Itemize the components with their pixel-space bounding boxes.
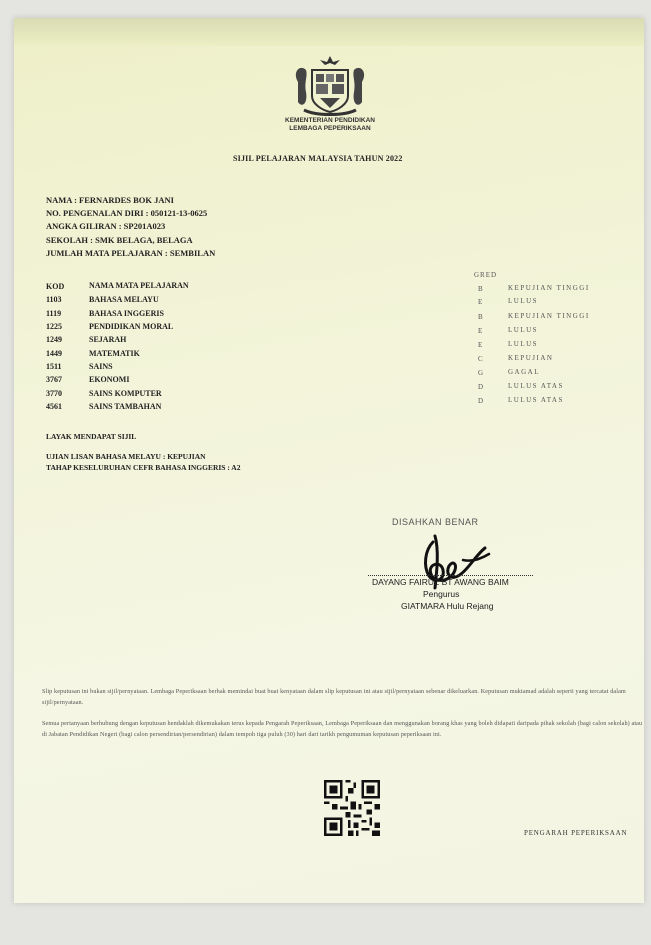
table-row-grade: B [478, 285, 484, 293]
col-header-subject: NAMA MATA PELAJARAN [89, 281, 189, 290]
board-name: LEMBAGA PEPERIKSAAN [289, 125, 371, 132]
col-header-code: KOD [46, 282, 65, 291]
table-row-subject: SAINS [89, 362, 113, 371]
inquiry-paragraph: Semua pertanyaan berhubung dengan keputusan hendaklah dikemukakan terus kepada Pengarah Peperiksaan, Lembaga Peperiksaan dan menggunakan borang khas yang boleh didapati daripada pihak sekolah (bagi calon sekolah) atau di Jabatan Pendidikan Negeri (bagi calon persendirian/persendirian) dalam tempoh tiga puluh (30) hari dari tarikh pengumuman keputusan peperiksaan ini. [42, 720, 643, 738]
coat-of-arms-icon [290, 52, 370, 118]
table-row-code: 3767 [46, 375, 62, 384]
table-row-code: 1225 [46, 322, 62, 331]
cefr-level: TAHAP KESELURUHAN CEFR BAHASA INGGERIS : A2 [46, 463, 241, 472]
table-row-grade: D [478, 397, 485, 405]
signatory-role: Pengurus [423, 589, 460, 599]
candidate-school: SEKOLAH : SMK BELAGA, BELAGA [46, 235, 193, 245]
table-row-code: 4561 [46, 402, 62, 411]
certificate-title: SIJIL PELAJARAN MALAYSIA TAHUN 2022 [233, 154, 403, 163]
table-row-grade-desc: KEPUJIAN TINGGI [508, 312, 590, 320]
table-row-subject: SEJARAH [89, 335, 127, 344]
oral-test-result: UJIAN LISAN BAHASA MELAYU : KEPUJIAN [46, 452, 206, 461]
table-row-grade-desc: KEPUJIAN TINGGI [508, 284, 590, 292]
candidate-name: NAMA : FERNARDES BOK JANI [46, 195, 174, 205]
ministry-heading [250, 117, 410, 133]
table-row-grade-desc: LULUS [508, 297, 539, 305]
examination-director-label: PENGARAH PEPERIKSAAN [524, 829, 628, 837]
table-row-grade-desc: KEPUJIAN [508, 354, 554, 362]
table-row-code: 1249 [46, 335, 62, 344]
table-row-subject: SAINS KOMPUTER [89, 389, 162, 398]
table-row-grade: E [478, 298, 484, 306]
table-row-grade: D [478, 383, 485, 391]
table-row-code: 1449 [46, 349, 62, 358]
qr-code-icon [324, 780, 380, 836]
candidate-index: ANGKA GILIRAN : SP201A023 [46, 221, 166, 231]
table-row-grade-desc: LULUS ATAS [508, 382, 564, 390]
table-row-grade: C [478, 355, 484, 363]
ministry-name: KEMENTERIAN PENDIDIKAN [285, 117, 375, 124]
table-row-grade: G [478, 369, 485, 377]
table-row-grade: B [478, 313, 484, 321]
table-row-code: 1119 [46, 309, 62, 318]
signature-line [368, 575, 533, 576]
table-row-subject: PENDIDIKAN MORAL [89, 322, 174, 331]
table-row-subject: BAHASA MELAYU [89, 295, 159, 304]
table-row-code: 1511 [46, 362, 62, 371]
table-row-code: 1103 [46, 295, 62, 304]
table-row-subject: MATEMATIK [89, 349, 140, 358]
paper-top-band [14, 18, 644, 46]
table-row-grade: E [478, 327, 484, 335]
table-row-grade-desc: LULUS [508, 340, 539, 348]
col-header-grade: GRED [474, 271, 498, 279]
table-row-subject: BAHASA INGGERIS [89, 309, 164, 318]
table-row-grade-desc: LULUS ATAS [508, 396, 564, 404]
table-row-grade-desc: GAGAL [508, 368, 540, 376]
signatory-name: DAYANG FAIRUZ BT AWANG BAIM [372, 577, 509, 587]
eligibility-note: LAYAK MENDAPAT SIJIL [46, 432, 137, 441]
subject-count: JUMLAH MATA PELAJARAN : SEMBILAN [46, 248, 216, 258]
table-row-subject: SAINS TAMBAHAN [89, 402, 162, 411]
certified-stamp: DISAHKAN BENAR [392, 517, 479, 527]
table-row-subject: EKONOMI [89, 375, 130, 384]
disclaimer-paragraph: Slip keputusan ini bukan sijil/pernyataan. Lembaga Peperiksaan berhak memindai buat buat kenyataan dalam slip keputusan ini atau sijil/pernyataan sebenar dikeluarkan. Keputusan muktamad adalah seperti yang tercatat dalam sijil/pernyataan. [42, 688, 626, 706]
candidate-id: NO. PENGENALAN DIRI : 050121-13-0625 [46, 208, 208, 218]
table-row-grade: E [478, 341, 484, 349]
table-row-grade-desc: LULUS [508, 326, 539, 334]
table-row-code: 3770 [46, 389, 62, 398]
signatory-organization: GIATMARA Hulu Rejang [401, 601, 494, 611]
